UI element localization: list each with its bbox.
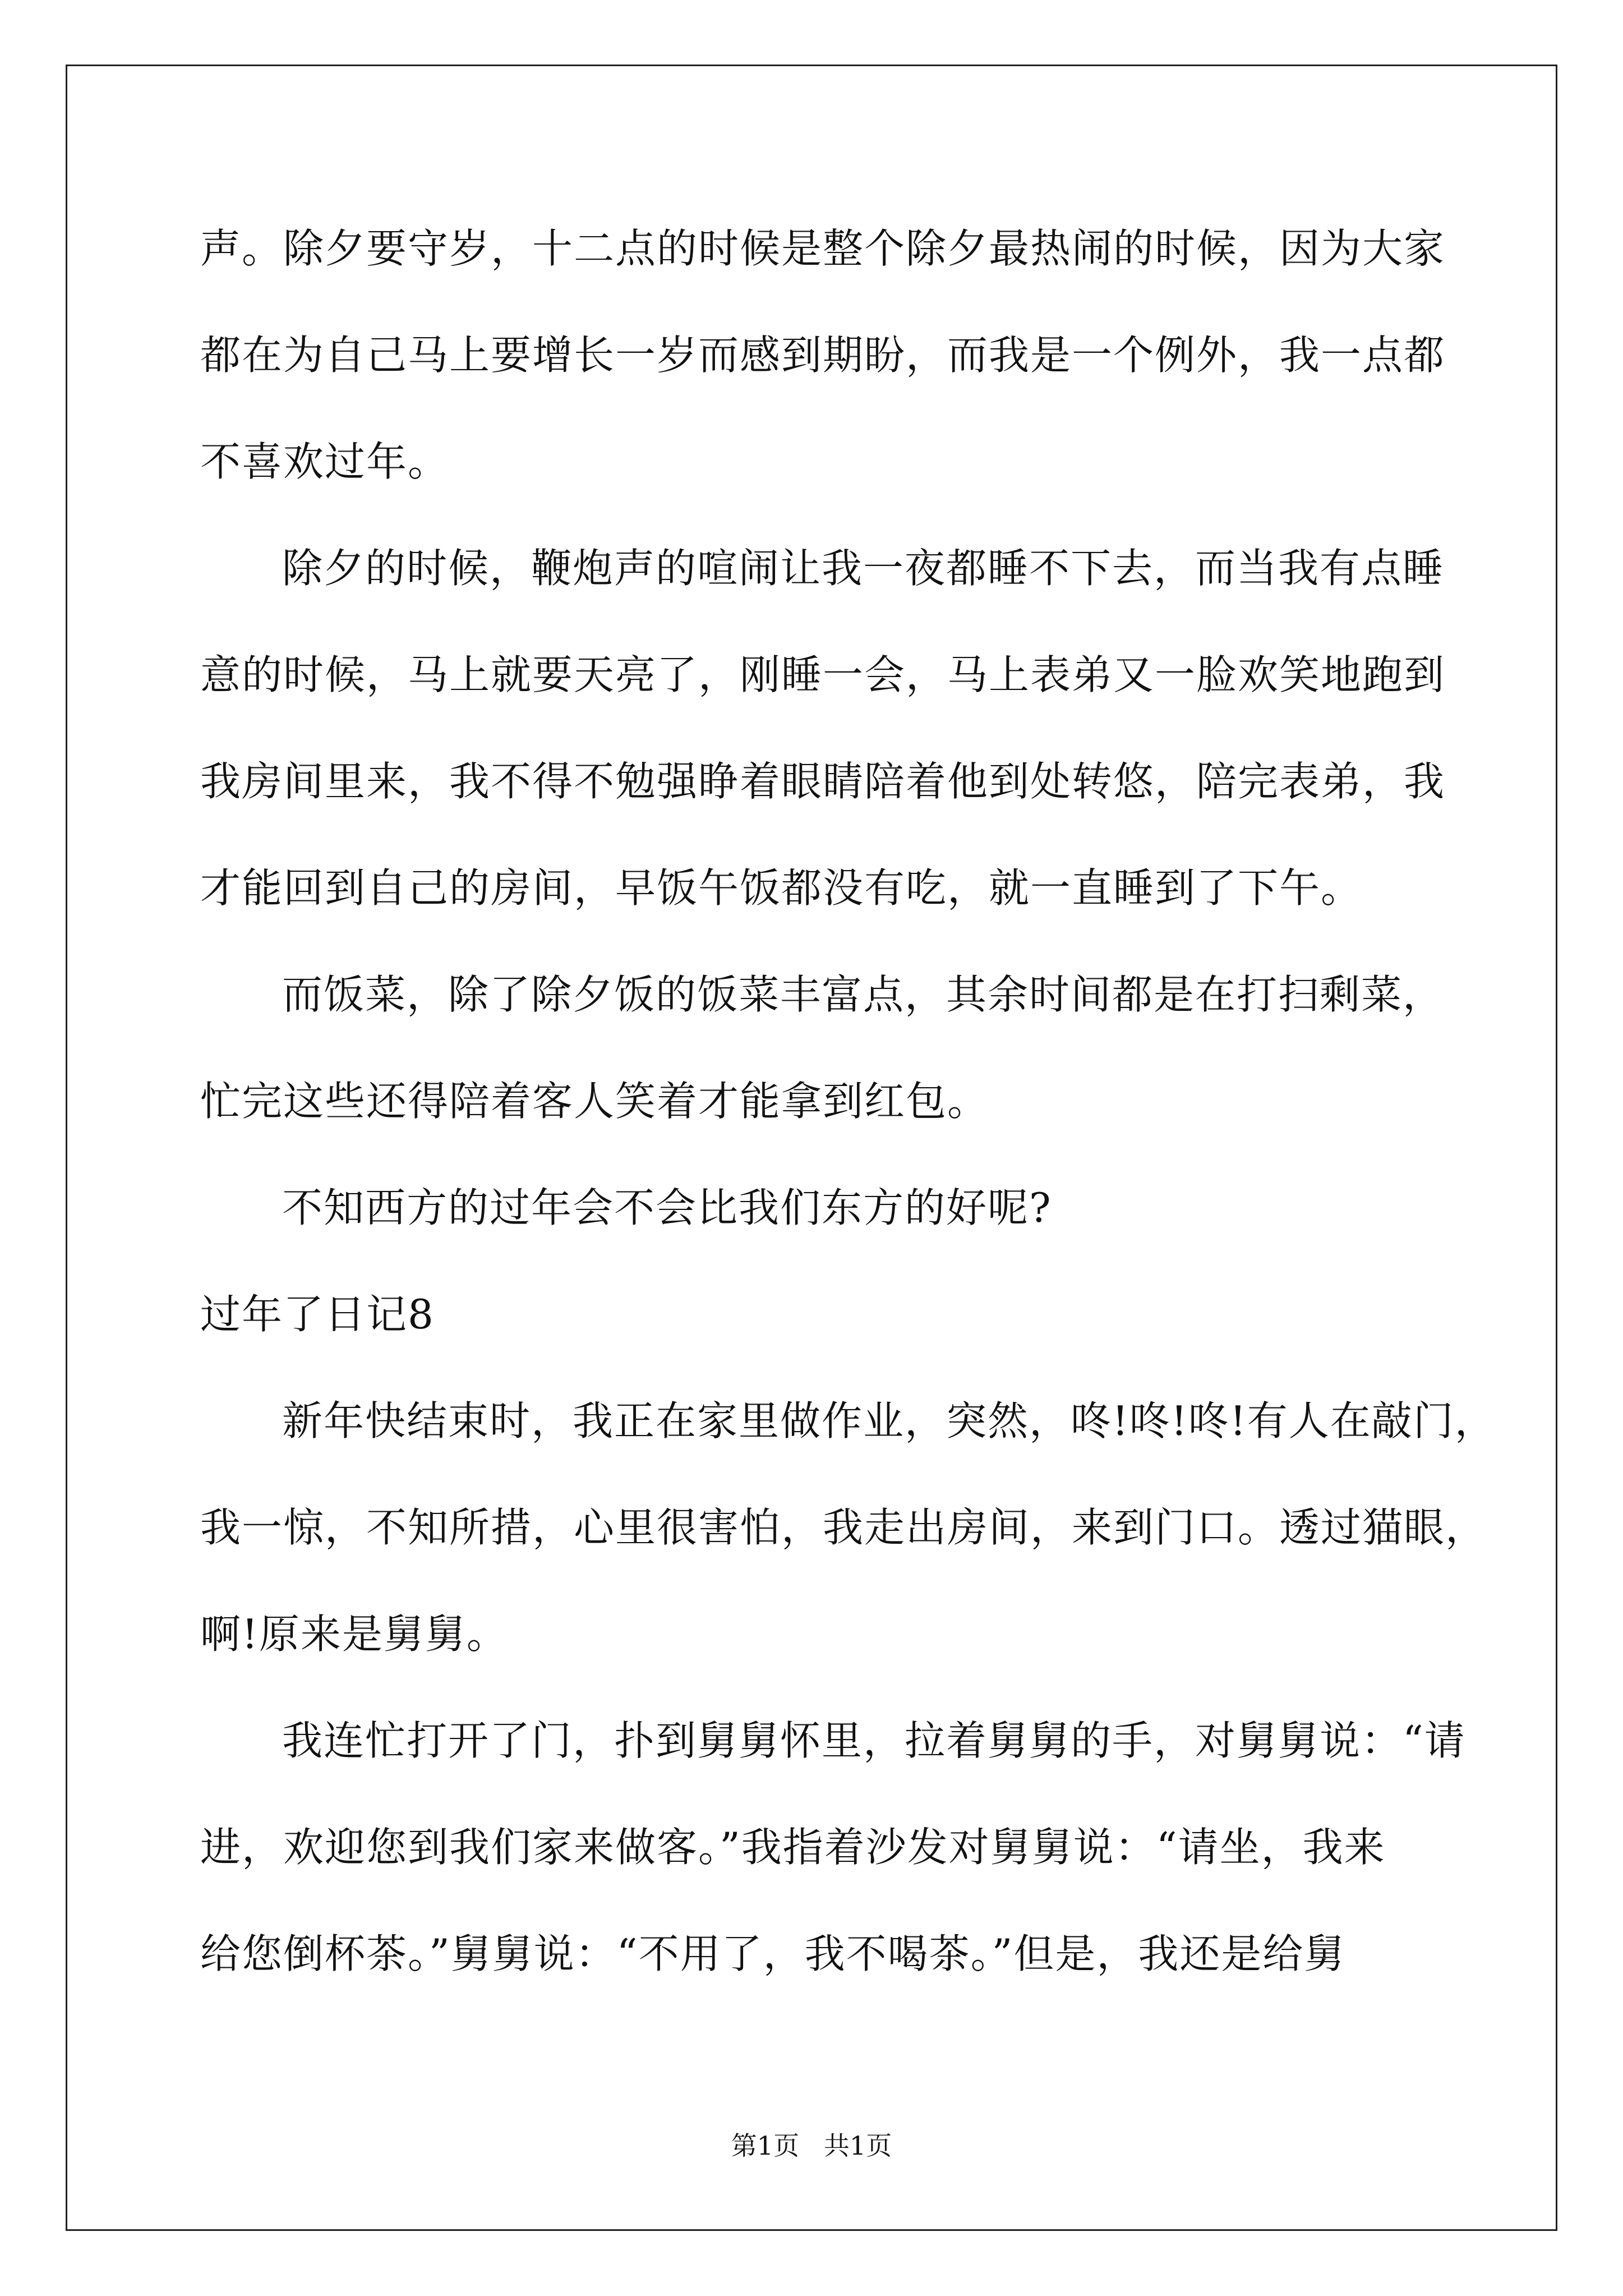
page-border [66,65,1557,2231]
paragraph-line: 进，欢迎您到我们家来做客。”我指着沙发对舅舅说：“请坐，我来 [200,1824,1386,1871]
paragraph-line: 声。除夕要守岁，十二点的时候是整个除夕最热闹的时候，因为大家 [200,225,1446,272]
paragraph-line: 忙完这些还得陪着客人笑着才能拿到红包。 [200,1078,989,1125]
paragraph-line: 都在为自己马上要增长一岁而感到期盼，而我是一个例外，我一点都 [200,332,1446,379]
paragraph-line: 给您倒杯茶。”舅舅说：“不用了，我不喝茶。”但是，我还是给舅 [200,1930,1346,1977]
paragraph-line: 新年快结束时，我正在家里做作业，突然，咚!咚!咚!有人在敲门， [282,1397,1496,1444]
paragraph-line: 我房间里来，我不得不勉强睁着眼睛陪着他到处转悠，陪完表弟，我 [200,758,1446,805]
paragraph-line: 啊!原来是舅舅。 [200,1611,508,1658]
paragraph-line: 不喜欢过年。 [200,438,450,485]
paragraph-line: 才能回到自己的房间，早饭午饭都没有吃，就一直睡到了下午。 [200,864,1363,912]
paragraph-line: 除夕的时候，鞭炮声的喧闹让我一夜都睡不下去，而当我有点睡 [282,545,1445,592]
section-heading: 过年了日记8 [200,1291,435,1338]
paragraph-line: 意的时候，马上就要天亮了，刚睡一会，马上表弟又一脸欢笑地跑到 [200,651,1446,698]
paragraph-line: 我一惊，不知所措，心里很害怕，我走出房间，来到门口。透过猫眼， [200,1504,1487,1551]
paragraph-line: 我连忙打开了门，扑到舅舅怀里，拉着舅舅的手，对舅舅说：“请 [282,1717,1466,1764]
page-number-footer: 第1页 共1页 [731,2131,892,2161]
paragraph-line: 不知西方的过年会不会比我们东方的好呢? [282,1184,1052,1231]
paragraph-line: 而饭菜，除了除夕饭的饭菜丰富点，其余时间都是在打扫剩菜， [282,971,1445,1018]
